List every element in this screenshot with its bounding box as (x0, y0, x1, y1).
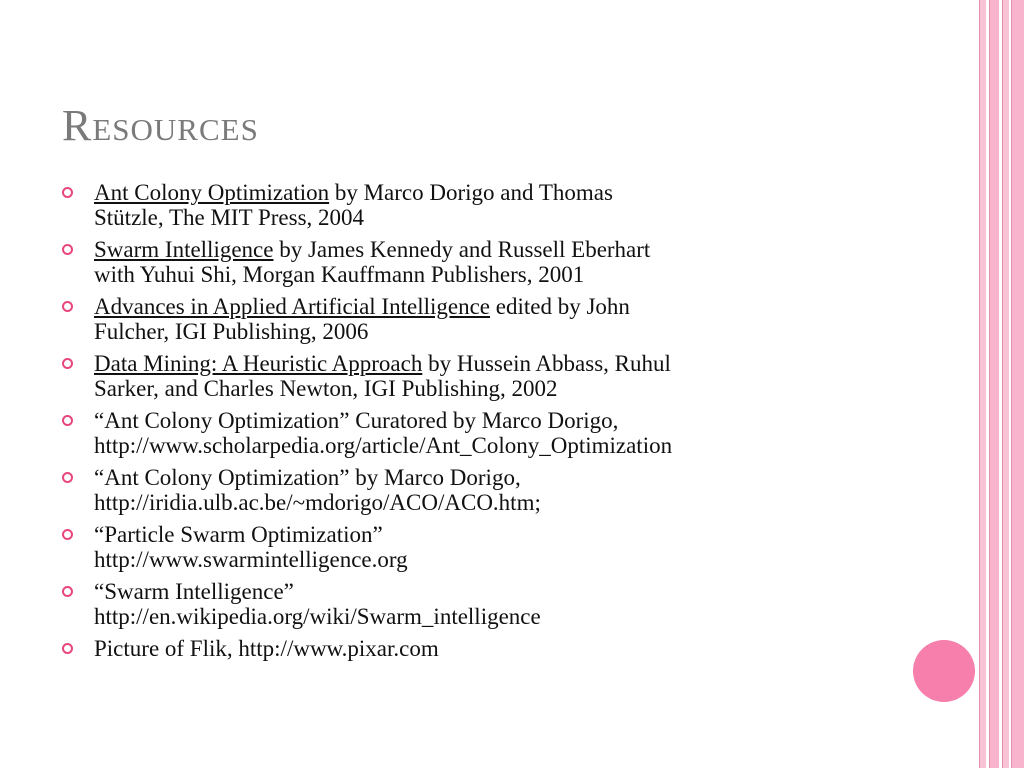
item-text: Stützle, The MIT Press, 2004 (94, 205, 365, 230)
bullet-circle-icon (62, 244, 73, 255)
url-text: http://www.scholarpedia.org/article/Ant_Colony_Optimization (94, 433, 673, 458)
book-title-link[interactable]: Ant Colony Optimization (94, 180, 330, 205)
decorative-stripe (1012, 0, 1024, 768)
url-text: http://www.swarmintelligence.org (94, 547, 408, 572)
list-item (60, 579, 900, 629)
item-text: by James Kennedy and Russell Eberhart (273, 237, 651, 262)
decorative-stripe (980, 0, 986, 768)
url-text: http://iridia.ulb.ac.be/~mdorigo/ACO/ACO.htm; (94, 490, 541, 515)
bullet-circle-icon (62, 643, 73, 654)
bullet-circle-icon (62, 529, 73, 540)
item-text: by Hussein Abbass, Ruhul (422, 351, 671, 376)
book-title-link[interactable]: Data Mining: A Heuristic Approach (94, 351, 423, 376)
bullet-circle-icon (62, 358, 73, 369)
list-item (60, 522, 900, 572)
decorative-circle (913, 640, 975, 702)
list-item (60, 408, 900, 458)
item-text: by Marco Dorigo and Thomas (329, 180, 613, 205)
item-text: “Ant Colony Optimization” by Marco Dorigo, (94, 465, 521, 490)
decorative-stripe (990, 0, 999, 768)
bullet-circle-icon (62, 415, 73, 426)
item-text: with Yuhui Shi, Morgan Kauffmann Publishers, 2001 (94, 262, 585, 287)
list-item (60, 636, 900, 661)
item-text: edited by John (490, 294, 630, 319)
bullet-circle-icon (62, 301, 73, 312)
book-title-link[interactable]: Swarm Intelligence (94, 237, 274, 262)
stripe-divider (1011, 0, 1012, 768)
bullet-circle-icon (62, 472, 73, 483)
decorative-stripe (1003, 0, 1009, 768)
url-text: http://en.wikipedia.org/wiki/Swarm_intelligence (94, 604, 541, 629)
stripe-divider (979, 0, 980, 768)
book-title-link[interactable]: Advances in Applied Artificial Intelligence (94, 294, 490, 319)
stripe-divider (989, 0, 990, 768)
item-text: “Particle Swarm Optimization” (94, 522, 383, 547)
slide-title: Resources (62, 101, 259, 150)
list-item (60, 351, 900, 401)
bullet-circle-icon (62, 586, 73, 597)
item-text: Picture of Flik, http://www.pixar.com (94, 636, 439, 661)
list-item (60, 465, 900, 515)
item-text: Fulcher, IGI Publishing, 2006 (94, 319, 369, 344)
list-item (60, 237, 900, 287)
list-item (60, 180, 900, 230)
item-text: “Swarm Intelligence” (94, 579, 294, 604)
list-item (60, 294, 900, 344)
stripe-divider (1002, 0, 1003, 768)
item-text: “Ant Colony Optimization” Curatored by Marco Dorigo, (94, 408, 619, 433)
bullet-circle-icon (62, 187, 73, 198)
item-text: Sarker, and Charles Newton, IGI Publishing, 2002 (94, 376, 558, 401)
resource-list (60, 180, 900, 668)
